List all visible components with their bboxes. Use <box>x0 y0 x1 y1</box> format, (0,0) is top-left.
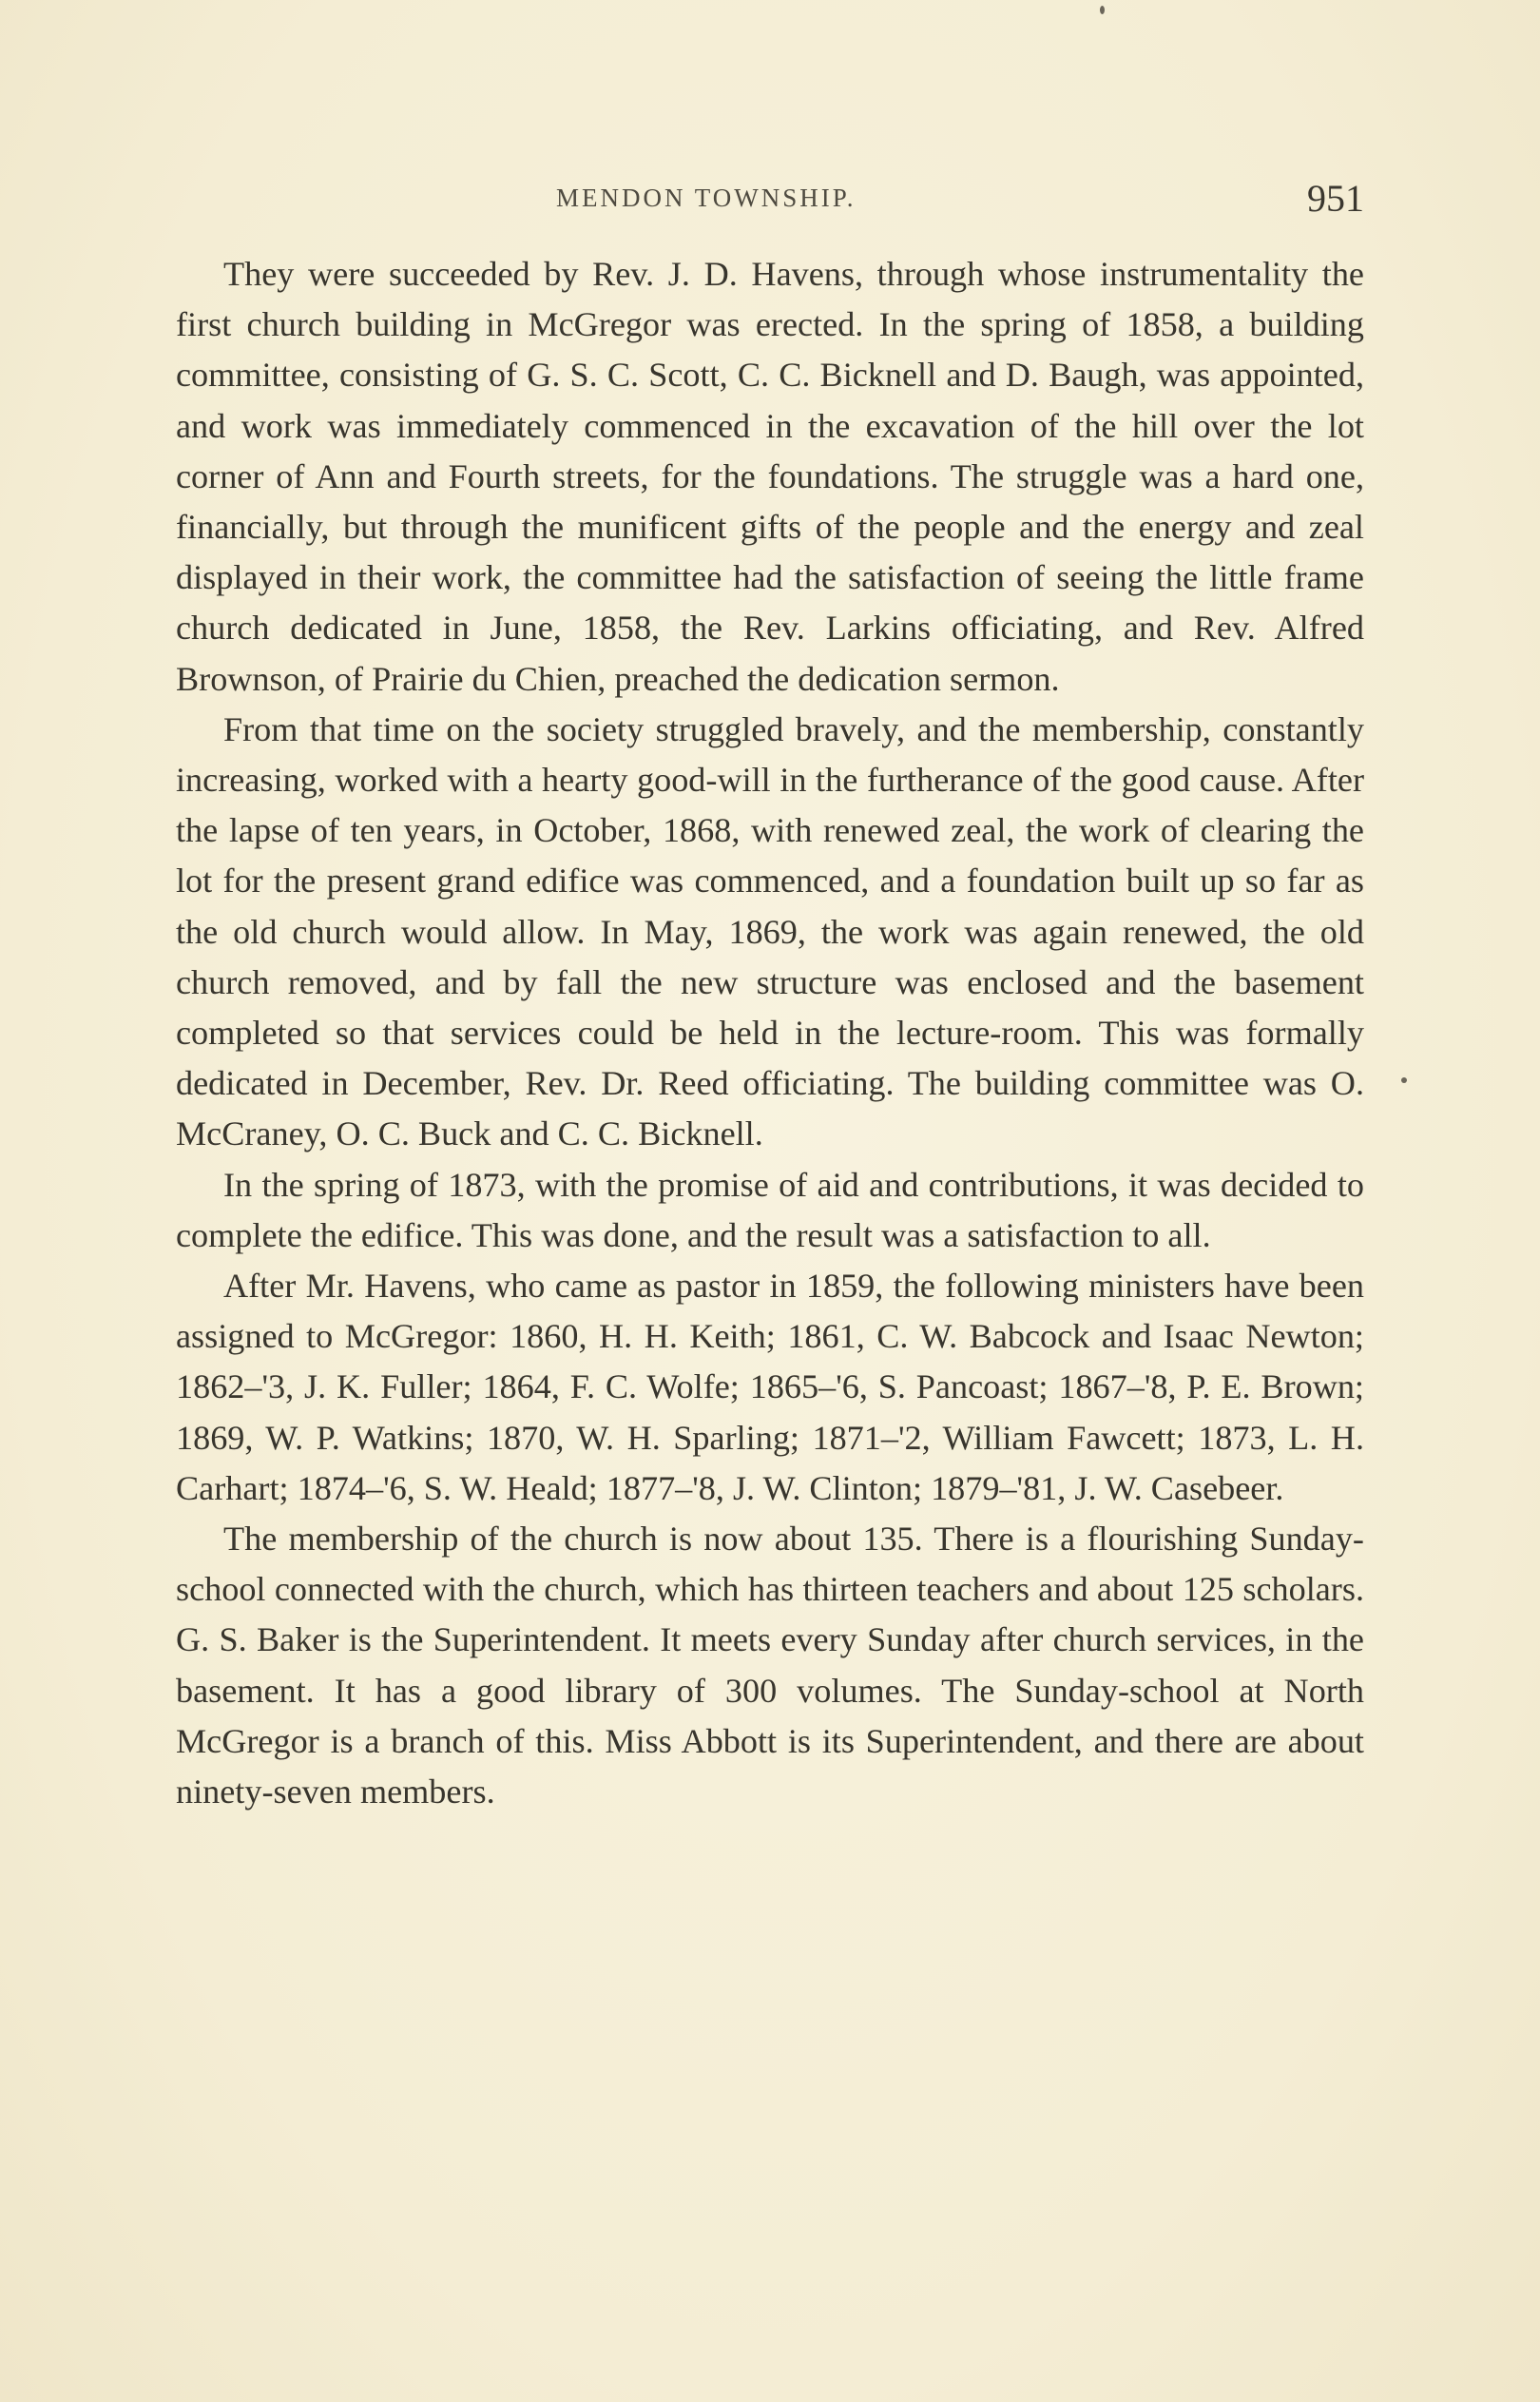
running-head: MENDON TOWNSHIP. <box>556 184 857 212</box>
paragraph: In the spring of 1873, with the promise of aid and contributions, it was decided to complete the edifice. This was done, and the result was a satisfaction to all. <box>176 1165 1364 1254</box>
ink-speck <box>1401 1077 1407 1083</box>
paragraph: From that time on the society struggled bravely, and the membership, constantly increasing, worked with a hearty good-will in the furtherance of the good cause. After the lapse of ten years, in October, 1868, with renewed zeal, the work of clearing the lot for the present grand edifice was commenced, and a foundation built up so far as the old church would allow. In May, 1869, the work was again renewed, the old church removed, and by fall the new structure was enclosed and the basement completed so that services could be held in the lecture-room. This was formally dedicated in December, Rev. Dr. Reed officiating. The building committee was O. McCraney, O. C. Buck and C. C. Bicknell. <box>176 709 1364 1153</box>
paragraph: They were succeeded by Rev. J. D. Havens, through whose instrumentality the first church building in McGregor was erected. In the spring of 1858, a building committee, consisting of G. S. C. Scott, C. C. Bicknell and D. Baugh, was appointed, and work was immediately commenced in the excavation of the hill over the lot corner of Ann and Fourth streets, for the foundations. The struggle was a hard one, financially, but through the munificent gifts of the people and the energy and zeal displayed in their work, the committee had the satisfaction of seeing the little frame church dedicated in June, 1858, the Rev. Larkins officiating, and Rev. Alfred Brownson, of Prairie du Chien, preached the dedication sermon. <box>176 255 1364 698</box>
body-text <box>176 249 1364 1817</box>
paragraph: The membership of the church is now about 135. There is a flourishing Sunday-school connected with the church, which has thirteen teachers and about 125 scholars. G. S. Baker is the Superintendent. It meets every Sunday after church services, in the basement. It has a good library of 300 volumes. The Sunday-school at North McGregor is a branch of this. Miss Abbott is its Superintendent, and there are about ninety-seven members. <box>176 1520 1364 1811</box>
page-number: 951 <box>1307 177 1364 220</box>
page-header <box>176 176 1364 233</box>
ink-speck <box>1100 6 1105 14</box>
paragraph: After Mr. Havens, who came as pastor in 1859, the following ministers have been assigned to McGregor: 1860, H. H. Keith; 1861, C. W. Babcock and Isaac Newton; 1862–'3, J. K. Fuller; 1864, F. C. Wolfe; 1865–'6, S. Pancoast; 1867–'8, P. E. Brown; 1869, W. P. Watkins; 1870, W. H. Sparling; 1871–'2, William Fawcett; 1873, L. H. Carhart; 1874–'6, S. W. Heald; 1877–'8, J. W. Clinton; 1879–'81, J. W. Casebeer. <box>176 1267 1364 1507</box>
